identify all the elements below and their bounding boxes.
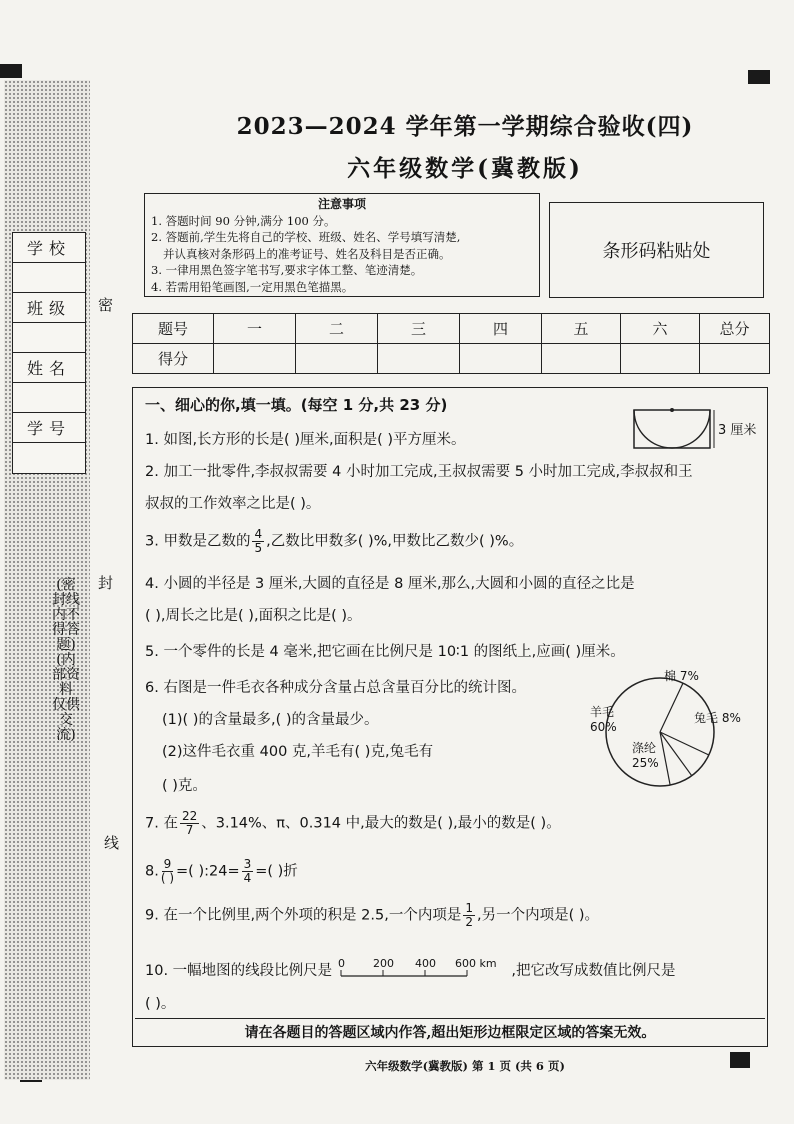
q9-frac-num: 1 [465, 901, 473, 915]
q8-text-a: 8. [145, 863, 159, 880]
q1-rectangle [634, 410, 710, 448]
score-cell [460, 344, 542, 374]
score-table [132, 313, 770, 374]
q8-fraction [161, 858, 174, 885]
table-row [133, 344, 770, 374]
q3-frac-num: 4 [254, 527, 263, 541]
question-2-line1: 2. 加工一批零件,李叔叔需要 4 小时加工完成,王叔叔需要 5 小时加工完成,李叔叔和王 [145, 464, 693, 480]
notice-heading: 注意事项 [317, 197, 366, 211]
scale-label: 200 [372, 957, 394, 970]
table-row [133, 314, 770, 344]
score-header-cell: 五 [542, 314, 621, 344]
pie-label-1: 涤纶 25% [632, 741, 659, 770]
notice-item: 4. 若需用铅笔画图,一定用黑色笔描黑。 [151, 279, 354, 294]
q1-center-dot [670, 408, 674, 412]
q7-text-b: 、3.14%、π、0.314 中,最大的数是( ),最小的数是( )。 [201, 815, 561, 832]
seal-char-feng: 封 [98, 574, 114, 592]
q7-frac-num: 22 [181, 809, 198, 823]
q9-text-a: 9. 在一个比例里,两个外项的积是 2.5,一个内项是 [145, 907, 462, 924]
corner-mark [0, 64, 22, 78]
question-6-3: ( )克。 [162, 778, 207, 794]
seal-note: (密封线内不得答题) (内部资料 仅供交流) [52, 577, 80, 743]
q8-text-c: =( )折 [255, 863, 298, 880]
exam-title: 2023—2024 学年第一学期综合验收(四) [236, 113, 694, 140]
section-heading: 一、细心的你,填一填。(每空 1 分,共 23 分) [145, 396, 448, 414]
score-header-cell: 三 [378, 314, 460, 344]
exam-subtitle: 六年级数学(冀教版) [347, 155, 583, 182]
notice-item: 1. 答题时间 90 分钟,满分 100 分。 [151, 213, 336, 228]
question-6-1: (1)( )的含量最多,( )的含量最少。 [162, 712, 379, 728]
info-name-label: 姓名 [13, 353, 85, 383]
score-cell [214, 344, 296, 374]
info-class-label: 班级 [13, 293, 85, 323]
score-header-cell: 四 [460, 314, 542, 344]
pie-slice-boundary [660, 732, 709, 755]
q8-frac2-den: 4 [243, 871, 252, 885]
answer-area-note: 请在各题目的答题区域内作答,超出矩形边框限定区域的答案无效。 [135, 1018, 765, 1042]
score-cell [296, 344, 378, 374]
q8-frac-num: 9 [163, 857, 172, 871]
score-header-cell: 二 [296, 314, 378, 344]
question-6: 6. 右图是一件毛衣各种成分含量占总含量百分比的统计图。 [145, 680, 526, 696]
question-5: 5. 一个零件的长是 4 毫米,把它画在比例尺是 10∶1 的图纸上,应画( )厘米。 [145, 644, 625, 660]
score-header-cell: 总分 [700, 314, 770, 344]
q1-dimension-label: 3 厘米 [718, 423, 757, 438]
question-10 [145, 956, 676, 986]
score-cell [378, 344, 460, 374]
score-cell [700, 344, 770, 374]
notice-item: 2. 答题前,学生先将自己的学校、班级、姓名、学号填写清楚, [151, 230, 461, 244]
score-cell [621, 344, 700, 374]
notice-box [144, 193, 540, 297]
q10-text-a: 10. 一幅地图的线段比例尺是 [145, 963, 333, 979]
q9-text-b: ,另一个内项是( )。 [476, 907, 600, 924]
q3-text-b: ,乙数比甲数多( )%,甲数比乙数少( )%。 [266, 533, 524, 550]
pie-label-0: 羊毛 60% [590, 705, 617, 734]
student-info-box [12, 232, 86, 474]
question-2-line2: 叔叔的工作效率之比是( )。 [145, 496, 321, 512]
corner-mark [748, 70, 770, 84]
pie-label-3: 棉 7% [664, 669, 699, 683]
q9-frac-den: 2 [465, 915, 473, 929]
page-footer: 六年级数学(冀教版) 第 1 页 (共 6 页) [365, 1059, 565, 1073]
seal-char-mi: 密 [98, 296, 114, 314]
barcode-area: 条形码粘贴处 [549, 202, 764, 298]
q8-fraction-2 [242, 858, 254, 885]
pie-label-2: 兔毛 8% [694, 711, 741, 725]
question-9 [145, 902, 599, 929]
question-8 [145, 858, 298, 885]
q3-frac-den: 5 [254, 541, 263, 555]
q9-fraction [463, 902, 475, 929]
question-7 [145, 810, 561, 837]
question-3 [145, 528, 523, 555]
score-header-cell: 六 [621, 314, 700, 344]
q10-scale-bar [337, 956, 507, 986]
scale-label: 400 [414, 957, 436, 970]
score-header-cell: 一 [214, 314, 296, 344]
question-10-line2: ( )。 [145, 996, 176, 1012]
pie-chart [572, 664, 772, 794]
info-class-field [13, 323, 85, 353]
notice-item: 并认真核对条形码上的准考证号、姓名及科目是否正确。 [163, 246, 451, 261]
info-school-label: 学校 [13, 233, 85, 263]
question-4-line1: 4. 小圆的半径是 3 厘米,大圆的直径是 8 厘米,那么,大圆和小圆的直径之比是 [145, 576, 635, 592]
score-header-cell: 题号 [133, 314, 214, 344]
info-id-field [13, 443, 85, 472]
question-1: 1. 如图,长方形的长是( )厘米,面积是( )平方厘米。 [145, 432, 466, 448]
notice-item: 3. 一律用黑色签字笔书写,要求字体工整、笔迹清楚。 [151, 263, 423, 277]
q1-semicircle [634, 410, 710, 448]
question-4-line2: ( ),周长之比是( ),面积之比是( )。 [145, 608, 362, 624]
q8-text-b: =( ):24= [176, 863, 240, 880]
info-school-field [13, 263, 85, 293]
q7-frac-den: 7 [185, 823, 194, 837]
scale-label: 600 km [454, 957, 497, 970]
question-6-2: (2)这件毛衣重 400 克,羊毛有( )克,兔毛有 [162, 744, 434, 760]
score-row-label: 得分 [133, 344, 214, 374]
q3-fraction [252, 528, 264, 555]
info-name-field [13, 383, 85, 413]
q3-text-a: 3. 甲数是乙数的 [145, 533, 251, 550]
q7-text-a: 7. 在 [145, 815, 178, 832]
pie-slice-boundary [660, 683, 683, 732]
seal-char-xian: 线 [104, 834, 120, 852]
score-cell [542, 344, 621, 374]
info-id-label: 学号 [13, 413, 85, 443]
q7-fraction [180, 810, 199, 837]
scale-label: 0 [337, 957, 345, 970]
q10-text-b: ,把它改写成数值比例尺是 [511, 963, 676, 979]
q8-frac2-num: 3 [243, 857, 252, 871]
q1-figure [632, 406, 762, 452]
q8-frac-den: ( ) [160, 871, 175, 885]
